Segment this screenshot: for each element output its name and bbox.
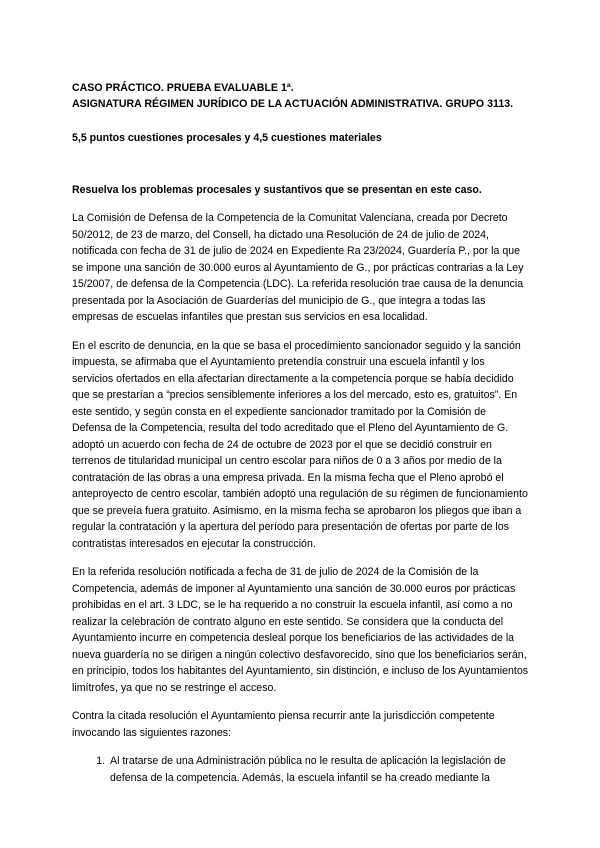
- reason-item-1: 1. Al tratarse de una Administración pública no le resulta de aplicación la legislación de defensa de la competencia. Además, la escuela infantil se ha creado mediante la: [108, 753, 528, 786]
- instruction-lead: Resuelva los problemas procesales y sustantivos que se presentan en este caso.: [72, 184, 482, 196]
- paragraph-4: Contra la citada resolución el Ayuntamiento piensa recurrir ante la jurisdicción competente invocando las siguientes razones:: [72, 710, 495, 739]
- document-title-line-2: ASIGNATURA RÉGIMEN JURÍDICO DE LA ACTUACIÓN ADMINISTRATIVA. GRUPO 3113.: [72, 98, 514, 110]
- reasons-list: [72, 753, 528, 786]
- paragraph-1: La Comisión de Defensa de la Competencia de la Comunitat Valenciana, creada por Decreto 50/2012, de 23 de marzo, del Consell, ha dictado una Resolución de 24 de julio de 2024, notificada con fecha de 31 de julio de 2024 en Expediente Ra 23/2024, Guardería P., por la que se impone una sanción de 30.000 euros al Ayuntamiento de G., por prácticas contrarias a la Ley 15/2007, de defensa de la Competencia (LDC). La referida resolución trae causa de la denuncia presentada por la Asociación de Guarderías del municipio de G., que integra a todas las empresas de escuelas infantiles que prestan sus servicios en esa localidad.: [72, 212, 524, 323]
- paragraph-2: En el escrito de denuncia, en la que se basa el procedimiento sancionador seguido y la sanción impuesta, se afirmaba que el Ayuntamiento pretendía construir una escuela infantil y los servicios ofertados en ella afectarían directamente a la competencia porque se había decidido que se prestarían a “precios sensiblemente inferiores a los del mercado, esto es, gratuitos”. En este sentido, y según consta en el expediente sancionador tramitado por la Comisión de Defensa de la Competencia, resulta del todo acreditado que el Pleno del Ayuntamiento de G. adoptó un acuerdo con fecha de 24 de octubre de 2023 por el que se decidió construir en terrenos de titularidad municipal un centro escolar para niños de 0 a 3 años por medio de la contratación de las obras a una empresa privada. En la misma fecha que el Pleno aprobó el anteproyecto de centro escolar, también adoptó una regulación de su régimen de funcionamiento que se preveía fuera gratuito. Asimismo, en la misma fecha se aprobaron los pliegos que iban a regular la contratación y la apertura del período para presentación de ofertas por parte de los contratistas interesados en ejecutar la construcción.: [72, 339, 528, 550]
- paragraph-3: En la referida resolución notificada a fecha de 31 de julio de 2024 de la Comisión de la Competencia, además de imponer al Ayuntamiento una sanción de 30.000 euros por prácticas prohibidas en el art. 3 LDC, se le ha requerido a no construir la escuela infantil, así como a no realizar la celebración de contrato alguno en este sentido. Se considera que la conducta del Ayuntamiento incurre en competencia desleal porque los beneficiarios de las actividades de la nueva guardería no se dirigen a ningún colectivo desfavorecido, sino que los beneficiarios serán, en principio, todos los habitantes del Ayuntamiento, sin distinción, e incluso de los Ayuntamientos limítrofes, ya que no se restringe el acceso.: [72, 566, 529, 694]
- scoring-subtitle: 5,5 puntos cuestiones procesales y 4,5 cuestiones materiales: [72, 132, 382, 144]
- document-title-line-1: CASO PRÁCTICO. PRUEBA EVALUABLE 1ª.: [72, 82, 294, 94]
- document-page: [72, 80, 528, 786]
